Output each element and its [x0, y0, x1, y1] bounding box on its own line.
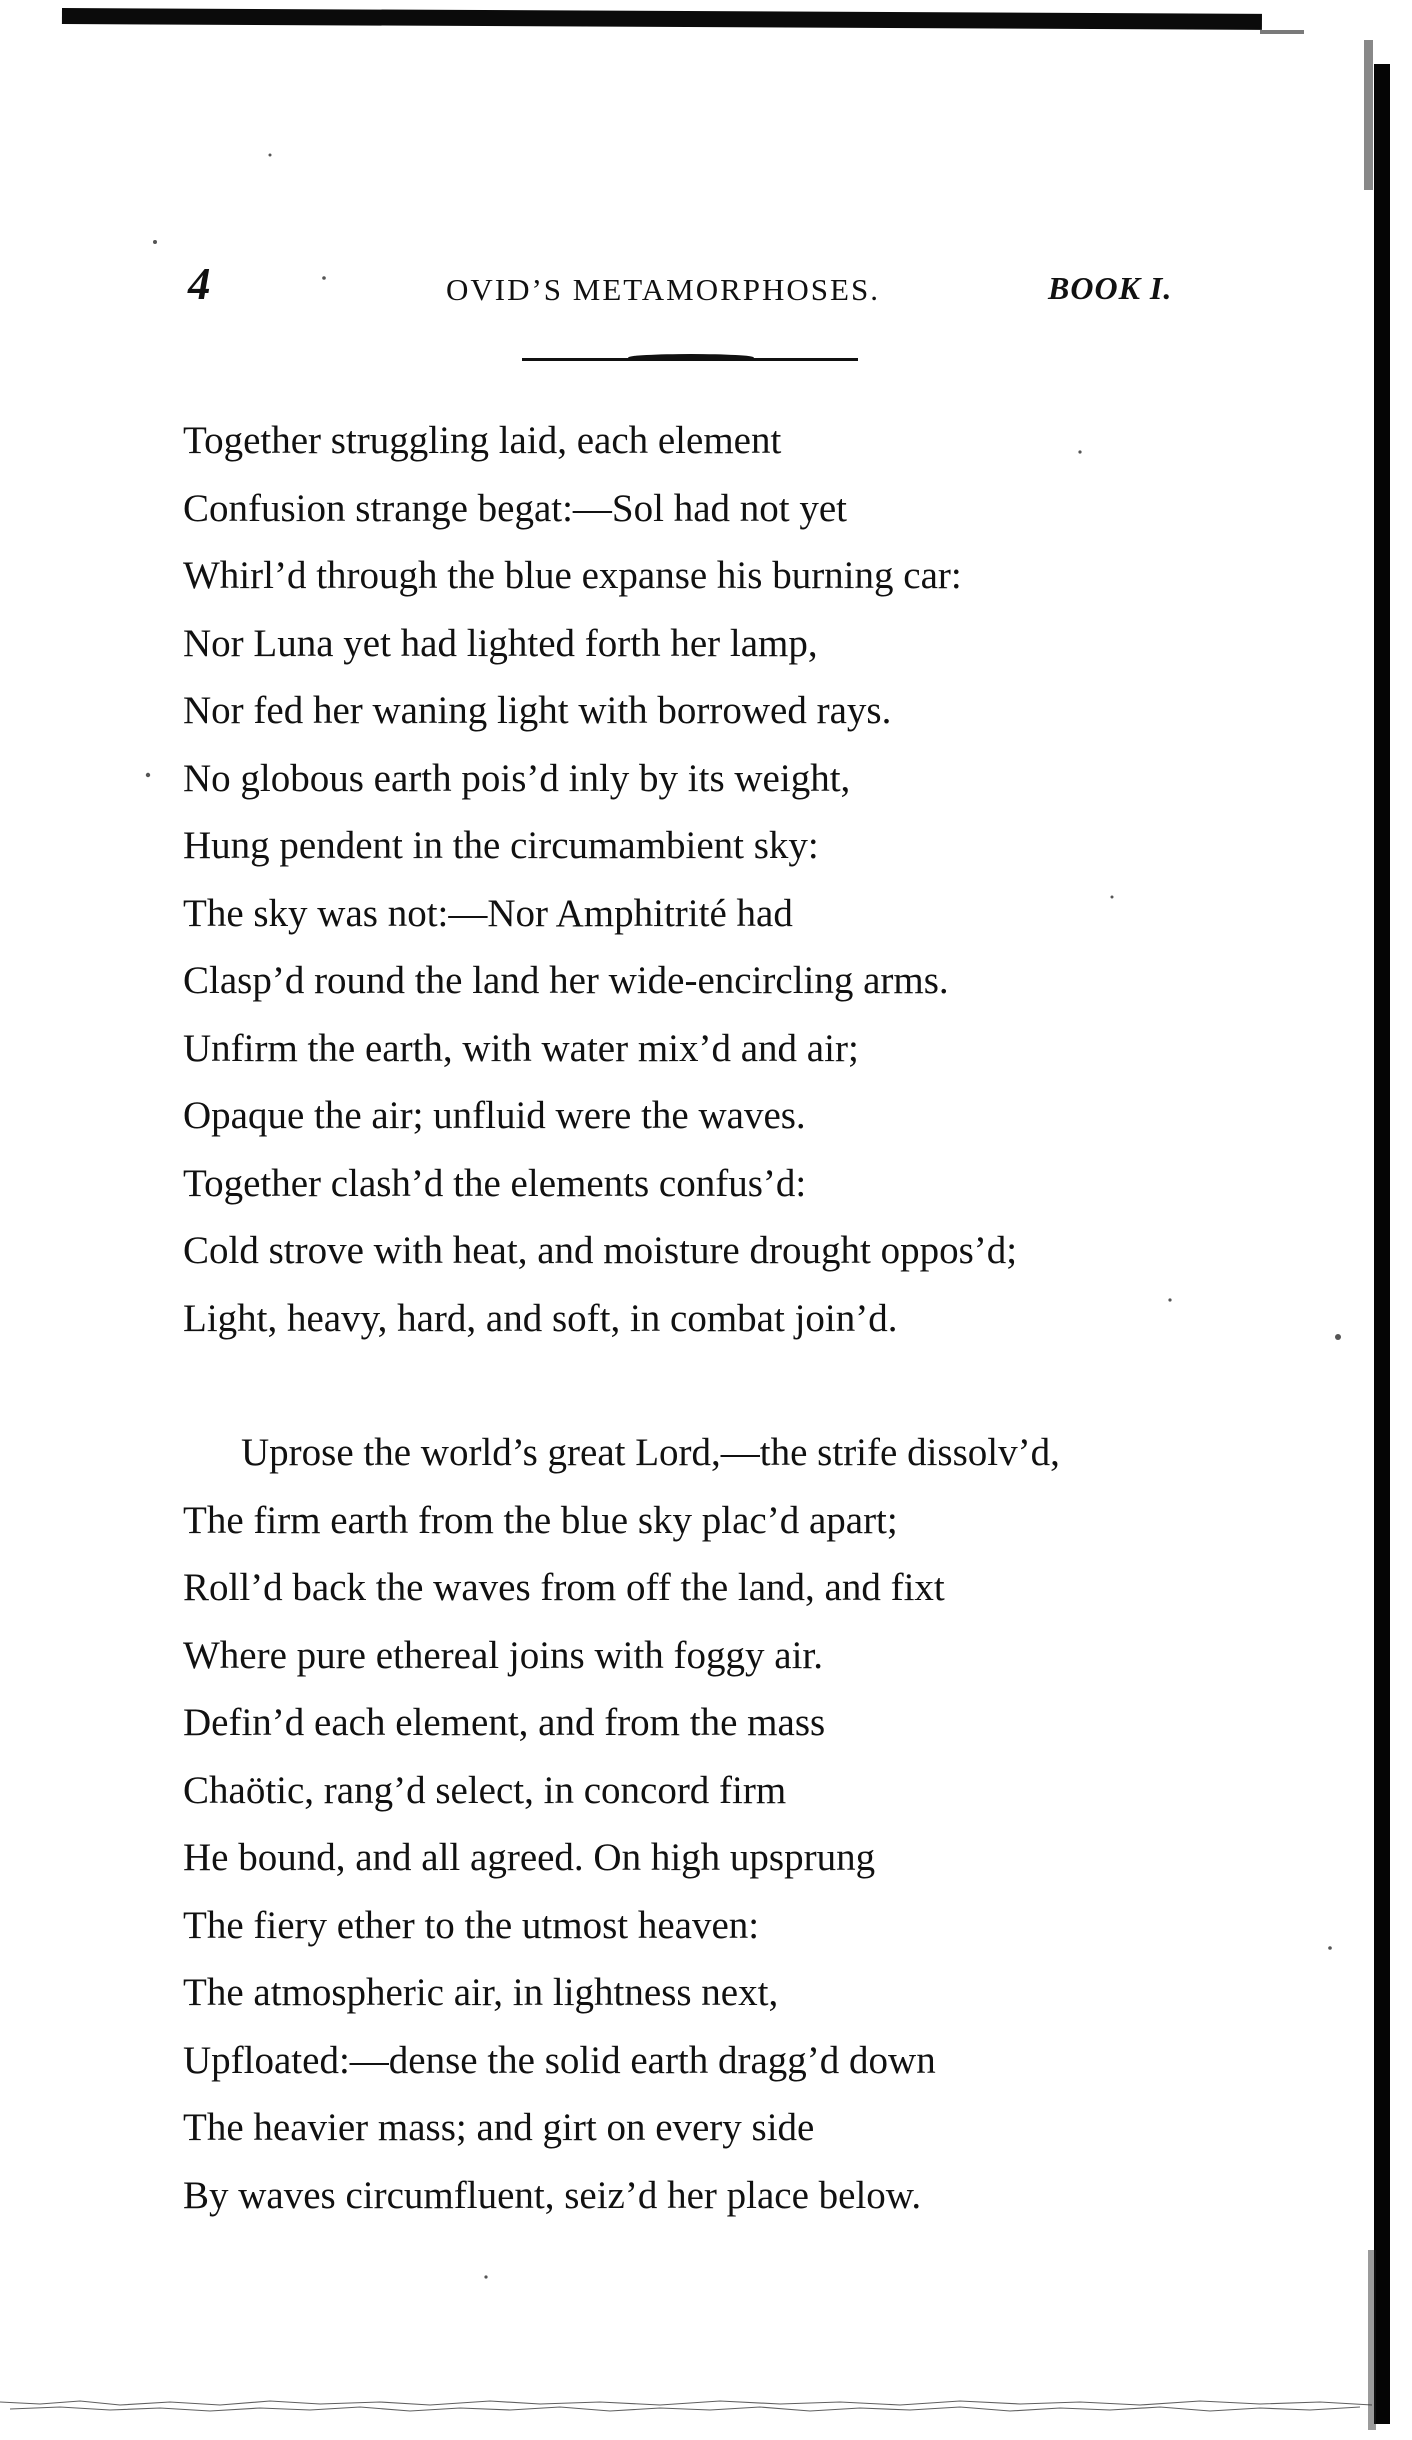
verse-line: Nor fed her waning light with borrowed rays. [183, 689, 892, 732]
speck [153, 240, 157, 244]
verse-line: Confusion strange begat:—Sol had not yet [183, 486, 847, 530]
speck [484, 2275, 487, 2278]
running-title: OVID’S METAMORPHOSES. [446, 272, 880, 307]
right-edge-shadow [1374, 64, 1390, 2424]
verse-line: Together clash’d the elements confus’d: [183, 1161, 807, 1205]
verse-line: Defin’d each element, and from the mass [183, 1701, 826, 1744]
verse-line: Nor Luna yet had lighted forth her lamp, [183, 621, 818, 665]
running-header [0, 259, 1412, 342]
verse-line: Uprose the world’s great Lord,—the strife dissolv’d, [241, 1431, 1060, 1474]
speck [1328, 1946, 1332, 1950]
verse-line: Where pure ethereal joins with foggy air. [183, 1633, 824, 1677]
verse-line: The sky was not:—Nor Amphitrité had [183, 891, 793, 935]
bottom-edge-noise [0, 2390, 1412, 2418]
speck [146, 773, 150, 777]
book-label: BOOK I. [1048, 270, 1173, 306]
verse-line: Clasp’d round the land her wide-encircling arms. [183, 959, 949, 1002]
top-edge-shadow [62, 8, 1262, 30]
verse-line: Together struggling laid, each element [183, 419, 782, 462]
verse-line: The atmospheric air, in lightness next, [183, 1971, 779, 2014]
verse-line: The heavier mass; and girt on every side [183, 2106, 815, 2149]
stanza-2 [183, 1419, 1263, 2229]
header-rule-ornament [628, 354, 754, 361]
verse-line: Light, heavy, hard, and soft, in combat join’d. [183, 1296, 898, 1340]
right-edge-shadow-upper [1364, 40, 1373, 190]
verse-line: Opaque the air; unfluid were the waves. [183, 1094, 806, 1137]
poem-body [183, 407, 1263, 2229]
verse-line: Chaötic, rang’d select, in concord firm [183, 1768, 787, 1812]
verse-line: He bound, and all agreed. On high upsprung [183, 1836, 876, 1879]
verse-line: Whirl’d through the blue expanse his burning car: [183, 554, 962, 597]
verse-line: Hung pendent in the circumambient sky: [183, 824, 819, 867]
verse-line: Roll’d back the waves from off the land, and fixt [183, 1566, 945, 1609]
top-edge-shadow-tail [1260, 30, 1304, 34]
stanza-1 [183, 407, 1263, 1352]
speck [1335, 1334, 1341, 1340]
verse-line: The firm earth from the blue sky plac’d apart; [183, 1498, 898, 1542]
verse-line: By waves circumfluent, seiz’d her place below. [183, 2173, 922, 2217]
verse-line: Unfirm the earth, with water mix’d and air; [183, 1026, 859, 1070]
verse-line: Cold strove with heat, and moisture drought oppos’d; [183, 1229, 1018, 1272]
page-number: 4 [188, 259, 211, 309]
verse-line: Upfloated:—dense the solid earth dragg’d down [183, 2038, 936, 2082]
speck [269, 154, 272, 157]
verse-line: No globous earth pois’d inly by its weight, [183, 756, 851, 800]
verse-line: The fiery ether to the utmost heaven: [183, 1903, 760, 1947]
